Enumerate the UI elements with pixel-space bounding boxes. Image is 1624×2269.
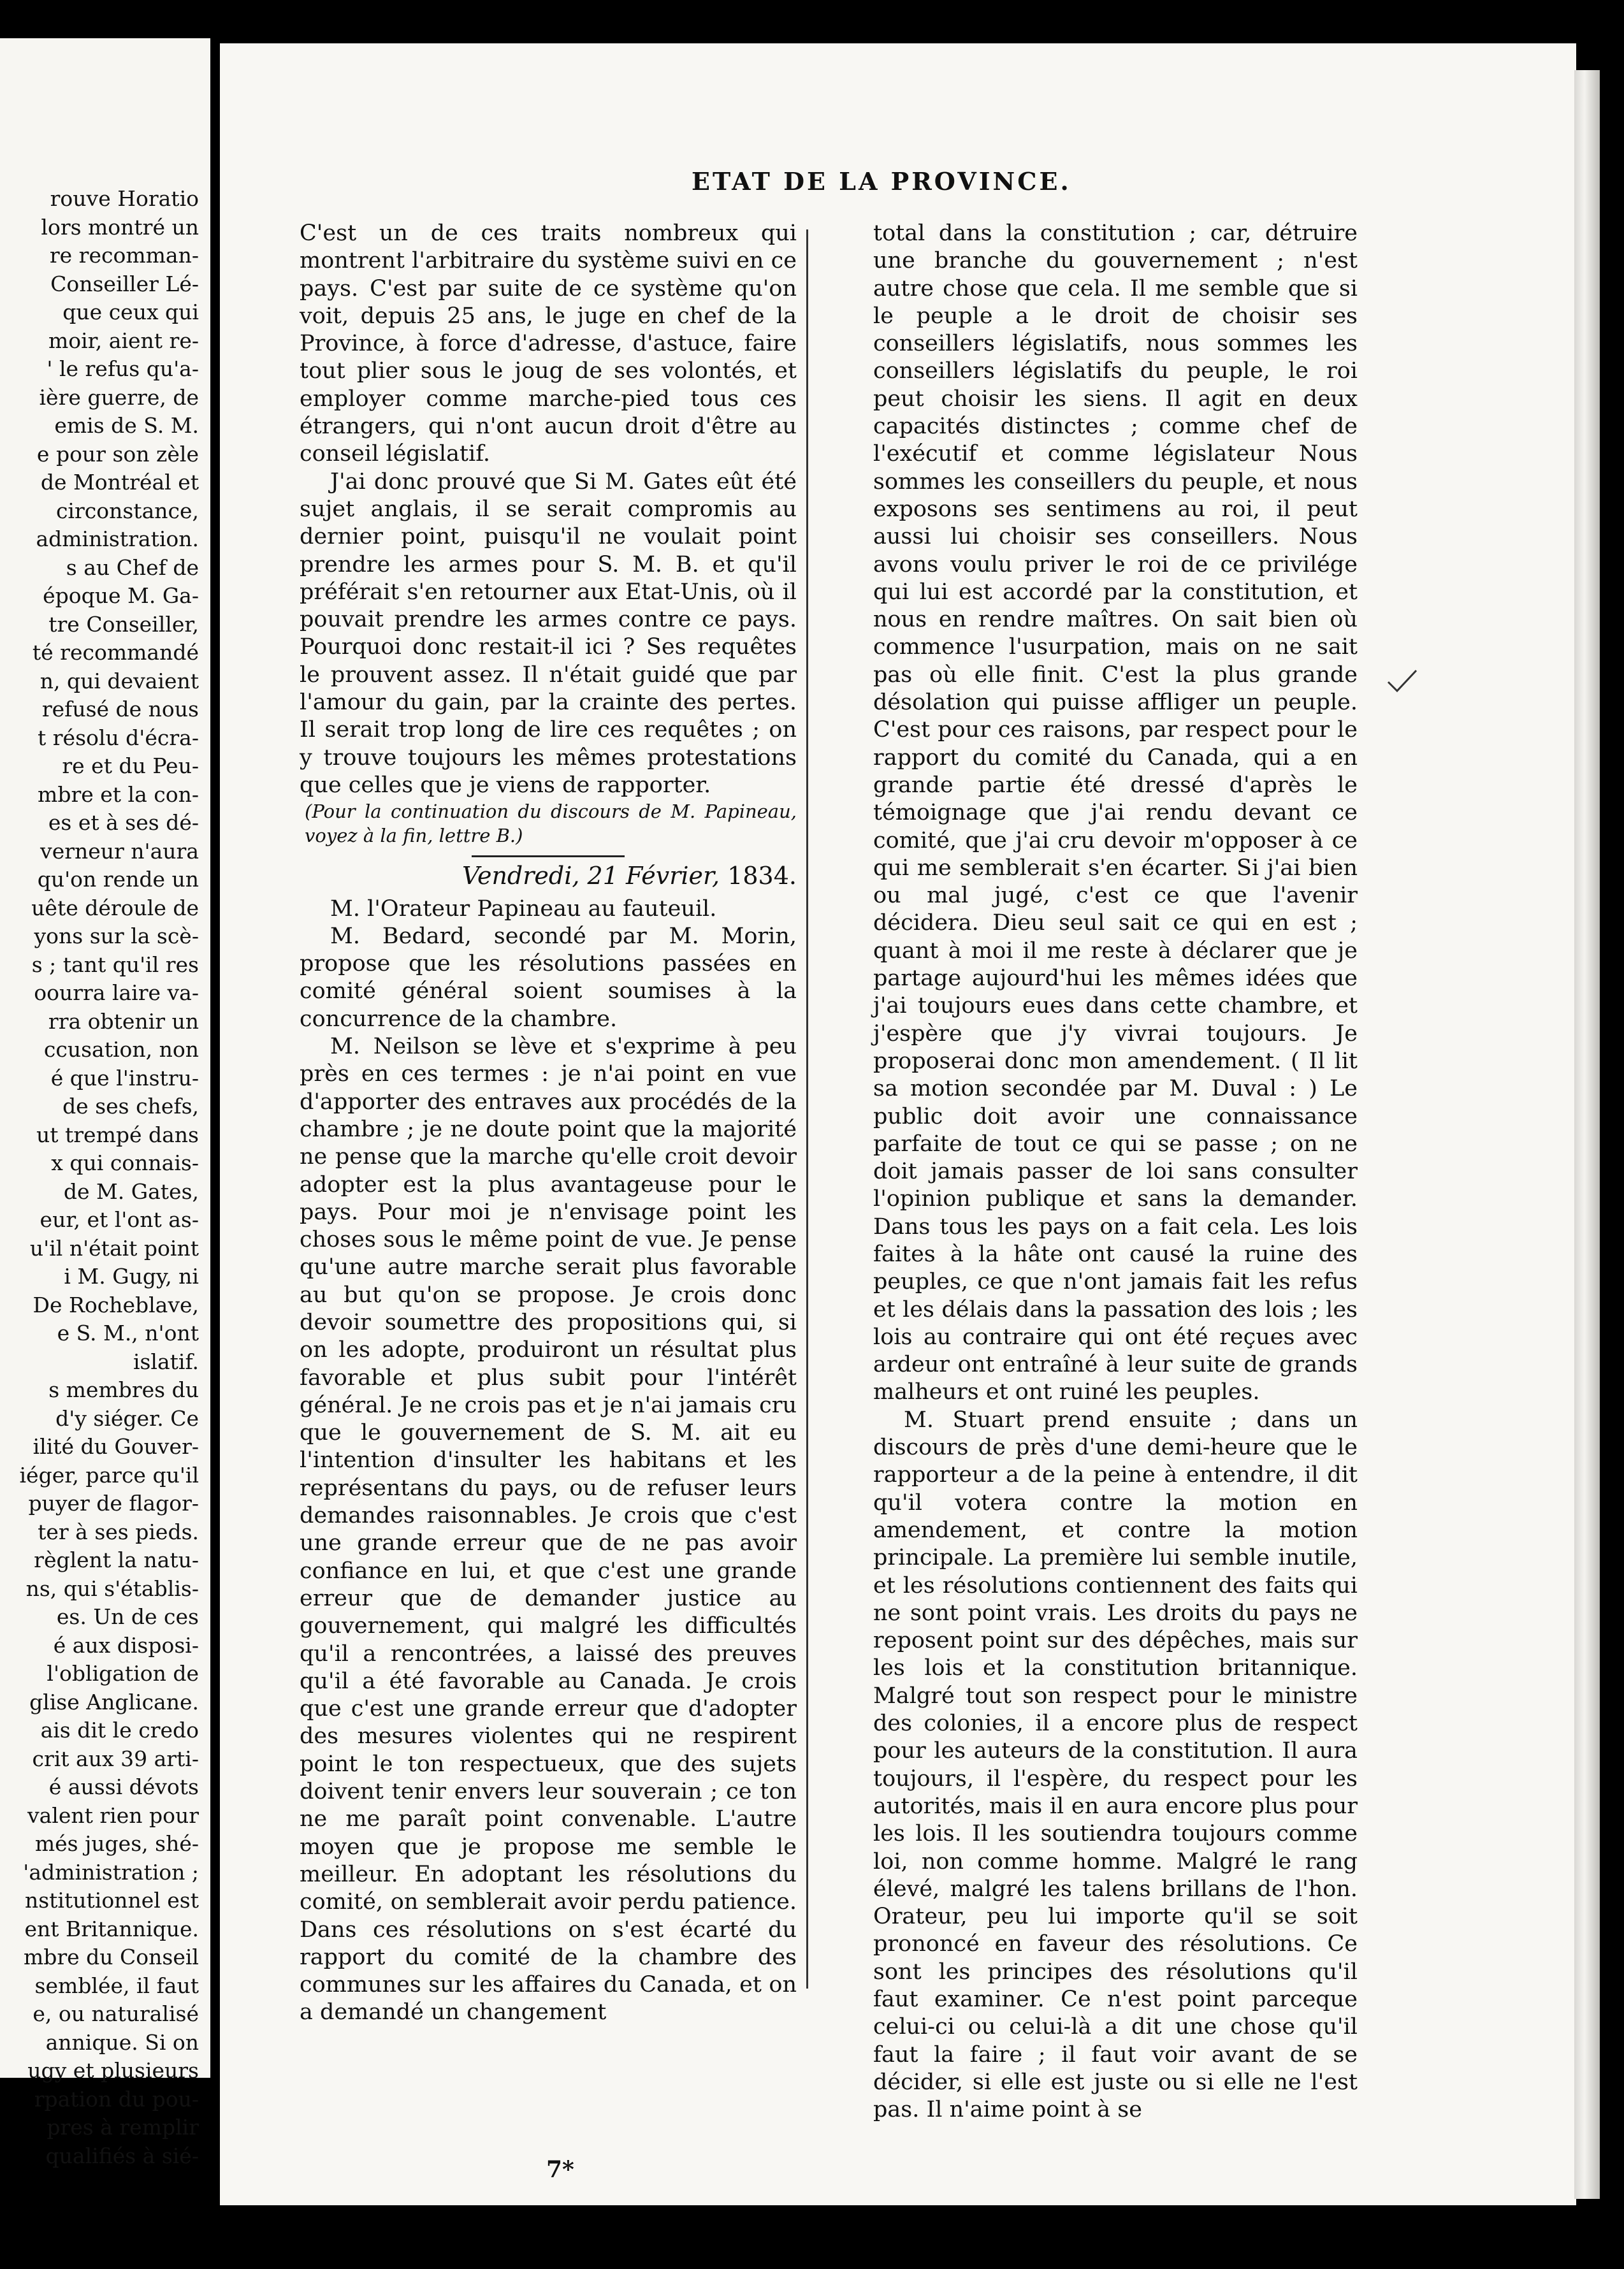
adjacent-page-line: ns, qui s'établis- bbox=[25, 1576, 199, 1601]
adjacent-page-line: de ses chefs, bbox=[62, 1094, 199, 1119]
dateline-year: 1834. bbox=[727, 862, 797, 890]
footnote: (Pour la continuation du discours de M. Papineau, voyez à la fin, lettre B.) bbox=[305, 801, 797, 847]
running-title: ETAT DE LA PROVINCE. bbox=[692, 167, 1071, 196]
adjacent-page-line: De Rocheblave, bbox=[33, 1292, 199, 1317]
adjacent-page-line: administration. bbox=[36, 526, 199, 551]
adjacent-page-line: ais dit le credo bbox=[40, 1718, 199, 1743]
adjacent-page-line: mbre et la con- bbox=[38, 781, 199, 807]
adjacent-page-line: moir, aient re- bbox=[48, 328, 199, 353]
adjacent-page-column bbox=[0, 185, 210, 2170]
adjacent-page-line: té recommandé bbox=[32, 640, 199, 665]
adjacent-page-line: iéger, parce qu'il bbox=[19, 1462, 199, 1488]
adjacent-page-line: e, ou naturalisé bbox=[33, 2001, 199, 2026]
adjacent-page-line: crit aux 39 arti- bbox=[32, 1746, 199, 1771]
adjacent-page-line: uête déroule de bbox=[31, 895, 199, 920]
adjacent-page-line: eur, et l'ont as- bbox=[40, 1207, 199, 1232]
adjacent-page-line: tre Conseiller, bbox=[48, 611, 199, 637]
adjacent-page-line: e S. M., n'ont bbox=[57, 1321, 199, 1345]
adjacent-page-line: é aussi dévots bbox=[48, 1774, 199, 1799]
adjacent-page-line: 'administration ; bbox=[23, 1859, 199, 1885]
adjacent-page-line: n, qui devaient bbox=[40, 668, 199, 693]
adjacent-page-line: époque M. Ga- bbox=[43, 583, 199, 608]
text-column-left bbox=[300, 220, 797, 2027]
adjacent-page-line: é que l'instru- bbox=[50, 1065, 199, 1091]
adjacent-page-fragment bbox=[0, 38, 210, 2168]
adjacent-page-line: d'y siéger. Ce bbox=[55, 1405, 199, 1431]
adjacent-page-line: qualifiés à sié- bbox=[45, 2143, 199, 2168]
adjacent-page-line: emis de S. M. bbox=[54, 413, 199, 438]
adjacent-page-line: rouve Horatio bbox=[50, 186, 199, 211]
adjacent-page-line: e pour son zèle bbox=[36, 441, 199, 467]
paragraph: M. Bedard, secondé par M. Morin, propose que les résolutions passées en comité général soient soumises à la concurrence de la chambre. bbox=[300, 923, 797, 1032]
paragraph: M. l'Orateur Papineau au fauteuil. bbox=[330, 895, 717, 922]
section-rule bbox=[472, 855, 625, 857]
adjacent-page-line: puyer de flagor- bbox=[28, 1491, 199, 1516]
adjacent-page-line: s ; tant qu'il res bbox=[31, 952, 199, 977]
adjacent-page-line: refusé de nous bbox=[41, 697, 199, 721]
adjacent-page-line: u'il n'était point bbox=[29, 1235, 199, 1261]
adjacent-page-line: ugy et plusieurs bbox=[27, 2058, 199, 2083]
adjacent-page-line: verneur n'aura bbox=[40, 838, 199, 864]
adjacent-page-line: lors montré un bbox=[41, 214, 199, 240]
adjacent-page-line: nstitutionnel est bbox=[24, 1888, 199, 1913]
adjacent-page-line: que ceux qui bbox=[62, 300, 199, 324]
adjacent-page-line: ' le refus qu'a- bbox=[47, 356, 199, 381]
adjacent-page-line: islatif. bbox=[133, 1349, 199, 1374]
paragraph: M. Neilson se lève et s'exprime à peu près en ces termes : je n'ai point en vue d'apporter des entraves aux procédés de la chambre ; je ne doute point que la majorité ne pense que la marche qu'elle croit devoir adopter est la plus avantageuse pour le pays. Pour moi je n'envisage point les choses sous le même point de vue. Je pense qu'une autre marche serait plus favorable au but qu'on se propose. Je crois donc devoir soumettre des propositions qui, si on les adopte, produiront un résultat plus favorable et plus subit pour l'intérêt général. Je ne crois pas et je n'ai jamais cru que le gouvernement de S. M. ait eu l'intention d'insulter les habitans et les représentans du pays, ou de refuser leurs demandes raisonnables. Je crois que c'est une grande erreur que de ne pas avoir confiance en lui, et que c'est une grande erreur que de demander justice au gouvernement, qui malgré les difficultés qu'il a rencontrées, a laissé des preuves qu'il a été favorable au Canada. Je crois que c'est une grande erreur que d'adopter des mesures violentes qui ne respirent point le ton respectueux, que des sujets doivent tenir envers leur souverain ; ce ton ne me paraît point convenable. L'autre moyen que je propose me semble le meilleur. En adoptant les résolutions du comité, on semblerait avoir perdu patience. Dans ces résolutions on s'est écarté du rapport du comité de la chambre des communes sur les affaires du Canada, et on a demandé un changement bbox=[300, 1034, 797, 2026]
adjacent-page-line: yons sur la scè- bbox=[34, 924, 199, 948]
adjacent-page-line: valent rien pour bbox=[27, 1802, 199, 1828]
adjacent-page-line: es et à ses dé- bbox=[48, 810, 199, 835]
page-edge bbox=[1574, 70, 1600, 2199]
adjacent-page-line: semblée, il faut bbox=[34, 1973, 199, 1998]
paragraph: total dans la constitution ; car, détruire une branche du gouvernement ; n'est autre chose que cela. Il me semble que si le peuple a le droit de choisir ses conseillers législatifs, nous sommes les conseillers législatifs du peuple, le roi peut choisir les siens. Il agit en deux capacités distinctes ; comme chef de l'exécutif et comme législateur Nous sommes les conseillers du peuple, et nous exposons ses sentimens au roi, il peut aussi lui choisir ses conseillers. Nous avons voulu priver le roi de ce privilége qui lui est accordé par la constitution, et nous en rendre maîtres. On sait bien où commence l'usurpation, mais on ne sait pas où elle finit. C'est la plus grande désolation qui puisse affliger un peuple. C'est pour ces raisons, par respect pour le rapport du comité du Canada, qui a en grande partie été dressé d'après le témoignage que j'ai rendu devant ce comité, que j'ai cru devoir m'opposer à ce qui me semblerait s'en écarter. Si j'ai bien ou mal jugé, c'est ce que l'avenir décidera. Dieu seul sait ce qui en est ; quant à moi il me reste à déclarer que je partage aujourd'hui les mêmes idées que j'ai toujours eues dans cette chambre, et j'espère que j'y vivrai toujours. Je proposerai donc mon amendement. ( Il lit sa motion secondée par M. Duval : ) Le public doit avoir une connaissance parfaite de tout ce qui se passe ; on ne doit jamais passer de loi sans consulter l'opinion publique et sans la demander. Dans tous les pays on a fait cela. Les lois faites à la hâte ont causé la ruine des peuples, ce que n'ont jamais fait les refus et les délais dans la passation des lois ; les lois au contraire qui ont été reçues avec ardeur ont entraîné à leur suite de grands malheurs et ont ruiné les peuples. bbox=[873, 221, 1358, 1405]
adjacent-page-line: re et du Peu- bbox=[62, 753, 199, 778]
adjacent-page-line: Conseiller Lé- bbox=[50, 271, 199, 296]
column-divider bbox=[806, 229, 808, 1989]
adjacent-page-line: oourra laire va- bbox=[34, 980, 199, 1005]
adjacent-page-line: ilité du Gouver- bbox=[33, 1434, 199, 1459]
adjacent-page-line: de M. Gates, bbox=[63, 1178, 199, 1204]
paragraph: C'est un de ces traits nombreux qui montrent l'arbitraire du système suivi en ce pays. C'est par suite de ce système qu'on voit, depuis 25 ans, le juge en chef de la Province, à force d'adresse, d'astuce, faire tout plier sous le joug de ses volontés, et employer comme marche-pied tous ces étrangers, qui n'ont aucun droit d'être au conseil législatif. bbox=[300, 221, 797, 467]
adjacent-page-line: annique. Si on bbox=[45, 2029, 199, 2055]
adjacent-page-line: més juges, shé- bbox=[34, 1831, 199, 1856]
adjacent-page-line: é aux disposi- bbox=[53, 1632, 199, 1658]
adjacent-page-line: mbre du Conseil bbox=[23, 1945, 199, 1969]
adjacent-page-line: pres à remplir bbox=[47, 2115, 199, 2140]
adjacent-page-line: ut trempé dans bbox=[36, 1122, 199, 1147]
adjacent-page-line: ccusation, non bbox=[43, 1037, 199, 1062]
adjacent-page-line: règlent la natu- bbox=[34, 1548, 199, 1572]
adjacent-page-line: ière guerre, de bbox=[39, 384, 199, 410]
adjacent-page-line: rpation du pou- bbox=[34, 2086, 199, 2112]
dateline-day: Vendredi, 21 Février, bbox=[462, 862, 720, 890]
adjacent-page-line: de Montréal et bbox=[40, 470, 199, 495]
paragraph: J'ai donc prouvé que Si M. Gates eût été sujet anglais, il se serait compromis au dernier point, puisqu'il ne voulait point prendre les armes pour S. M. B. et qu'il préférait s'en retourner aux Etat-Unis, où il pouvait prendre les armes contre ce pays. Pourquoi donc restait-il ici ? Ses requêtes le prouvent assez. Il n'était guidé que par l'amour du gain, par la crainte des pertes. Il serait trop long de lire ces requêtes ; on y trouve toujours les mêmes protestations que celles que je viens de rapporter. bbox=[300, 468, 797, 798]
paragraph: M. Stuart prend ensuite ; dans un discours de près d'une demi-heure que le rapporteur a de la peine à entendre, il dit qu'il votera contre la motion en amendement, et contre la motion principale. La première lui semble inutile, et les résolutions contiennent des faits qui ne sont point vrais. Les droits du pays ne reposent point sur des dépêches, mais sur les lois et la constitution britannique. Malgré tout son respect pour le ministre des colonies, il a encore plus de respect pour les auteurs de la constitution. Il aura toujours, il l'espère, du respect pour les autorités, mais il en aura encore plus pour les lois. Il les soutiendra toujours comme loi, non comme homme. Malgré le rang élevé, malgré les talens brillans de l'hon. Orateur, peu lui importe qu'il se soit prononcé en faveur des résolutions. Ce sont les principes des résolutions qu'il faut examiner. Ce n'est point parceque celui-ci ou celui-là a dit une chose qu'il faut la faire ; il faut voir avant de se décider, si elle est juste ou si elle ne l'est pas. Il n'aime point à se bbox=[873, 1407, 1358, 2123]
adjacent-page-line: l'obligation de bbox=[47, 1661, 199, 1686]
adjacent-page-line: glise Anglicane. bbox=[29, 1689, 199, 1714]
adjacent-page-line: ter à ses pieds. bbox=[38, 1519, 199, 1544]
checkmark-icon bbox=[1383, 663, 1421, 701]
adjacent-page-line: x qui connais- bbox=[51, 1150, 199, 1175]
adjacent-page-line: rra obtenir un bbox=[48, 1008, 199, 1034]
text-column-right bbox=[873, 220, 1358, 2124]
adjacent-page-line: t résolu d'écra- bbox=[38, 725, 199, 750]
adjacent-page-line: s au Chef de bbox=[66, 555, 199, 580]
adjacent-page-line: qu'on rende un bbox=[37, 867, 199, 892]
adjacent-page-line: i M. Gugy, ni bbox=[64, 1264, 199, 1289]
dateline bbox=[300, 862, 797, 890]
adjacent-page-line: re recomman- bbox=[49, 243, 199, 268]
adjacent-page-line: ent Britannique. bbox=[24, 1916, 199, 1941]
adjacent-page-line: es. Un de ces bbox=[56, 1604, 199, 1629]
adjacent-page-line: s membres du bbox=[48, 1377, 199, 1402]
adjacent-page-line: circonstance, bbox=[55, 498, 199, 523]
page-number: 7* bbox=[546, 2156, 574, 2183]
